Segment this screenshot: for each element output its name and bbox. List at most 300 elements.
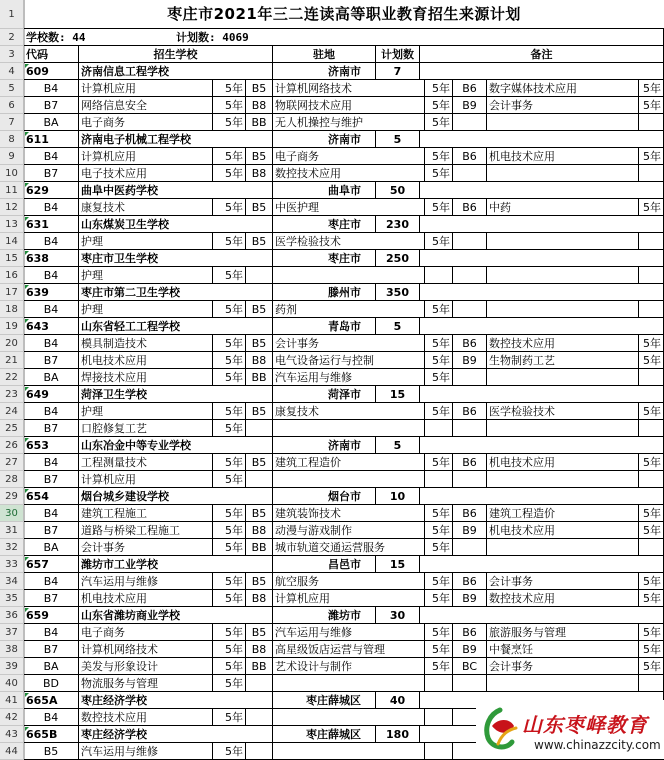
major-code-cell[interactable] — [453, 369, 487, 386]
row-number[interactable]: 14 — [0, 233, 24, 250]
major-code-cell[interactable]: B6 — [453, 403, 487, 420]
major-name-cell[interactable]: 建筑工程造价 — [273, 454, 425, 471]
major-code-cell[interactable]: B5 — [246, 573, 273, 590]
major-code-cell[interactable]: B7 — [24, 352, 79, 369]
major-duration-cell[interactable]: 5年 — [425, 233, 453, 250]
row-number[interactable]: 42 — [0, 709, 24, 726]
major-name-cell[interactable] — [487, 301, 639, 318]
major-duration-cell[interactable]: 5年 — [213, 267, 246, 284]
remark-cell[interactable] — [420, 182, 664, 199]
major-code-cell[interactable]: BB — [246, 114, 273, 131]
school-name-cell[interactable]: 山东省轻工工程学校 — [79, 318, 273, 335]
major-name-cell[interactable]: 计算机应用 — [79, 148, 213, 165]
major-duration-cell[interactable]: 5年 — [425, 522, 453, 539]
major-name-cell[interactable]: 护理 — [79, 267, 213, 284]
major-code-cell[interactable]: B5 — [246, 505, 273, 522]
school-location-cell[interactable]: 曲阜市 — [273, 182, 376, 199]
major-name-cell[interactable]: 电子商务 — [79, 114, 213, 131]
major-code-cell[interactable]: BA — [24, 369, 79, 386]
major-name-cell[interactable]: 机电技术应用 — [79, 590, 213, 607]
major-code-cell[interactable]: B5 — [246, 454, 273, 471]
major-name-cell[interactable]: 汽车运用与维修 — [79, 573, 213, 590]
remark-cell[interactable] — [420, 488, 664, 505]
major-code-cell[interactable]: B5 — [246, 335, 273, 352]
major-duration-cell[interactable]: 5年 — [639, 522, 664, 539]
major-code-cell[interactable]: B6 — [453, 505, 487, 522]
major-duration-cell[interactable]: 5年 — [213, 352, 246, 369]
major-name-cell[interactable]: 护理 — [79, 403, 213, 420]
header-school[interactable]: 招生学校 — [79, 46, 273, 63]
school-location-cell[interactable]: 济南市 — [273, 437, 376, 454]
major-code-cell[interactable] — [453, 675, 487, 692]
school-code-cell[interactable]: 643 — [24, 318, 79, 335]
major-name-cell[interactable]: 高星级饭店运营与管理 — [273, 641, 425, 658]
major-name-cell[interactable]: 计算机网络技术 — [273, 80, 425, 97]
major-name-cell[interactable]: 城市轨道交通运营服务 — [273, 539, 425, 556]
major-duration-cell[interactable] — [639, 369, 664, 386]
major-code-cell[interactable] — [246, 420, 273, 437]
remark-cell[interactable] — [420, 284, 664, 301]
major-duration-cell[interactable]: 5年 — [213, 80, 246, 97]
major-name-cell[interactable]: 中餐烹饪 — [487, 641, 639, 658]
major-duration-cell[interactable]: 5年 — [213, 624, 246, 641]
major-code-cell[interactable]: B5 — [246, 80, 273, 97]
school-name-cell[interactable]: 山东煤炭卫生学校 — [79, 216, 273, 233]
major-name-cell[interactable]: 机电技术应用 — [79, 352, 213, 369]
major-code-cell[interactable]: BA — [24, 539, 79, 556]
major-name-cell[interactable]: 艺术设计与制作 — [273, 658, 425, 675]
school-name-cell[interactable]: 烟台城乡建设学校 — [79, 488, 273, 505]
major-name-cell[interactable] — [487, 675, 639, 692]
row-number[interactable]: 32 — [0, 539, 24, 556]
row-number[interactable]: 43 — [0, 726, 24, 743]
row-number[interactable]: 30 — [0, 505, 24, 522]
header-location[interactable]: 驻地 — [273, 46, 376, 63]
major-duration-cell[interactable] — [639, 675, 664, 692]
major-code-cell[interactable]: B4 — [24, 199, 79, 216]
major-duration-cell[interactable]: 5年 — [425, 80, 453, 97]
major-code-cell[interactable]: BA — [24, 658, 79, 675]
major-duration-cell[interactable]: 5年 — [425, 352, 453, 369]
row-number[interactable]: 4 — [0, 63, 24, 80]
major-duration-cell[interactable]: 5年 — [213, 454, 246, 471]
major-duration-cell[interactable]: 5年 — [213, 233, 246, 250]
major-duration-cell[interactable] — [425, 675, 453, 692]
major-duration-cell[interactable]: 5年 — [639, 199, 664, 216]
major-code-cell[interactable]: B5 — [246, 199, 273, 216]
header-remark[interactable]: 备注 — [420, 46, 664, 63]
major-duration-cell[interactable] — [639, 420, 664, 437]
major-code-cell[interactable] — [246, 743, 273, 760]
major-code-cell[interactable] — [246, 675, 273, 692]
major-name-cell[interactable]: 口腔修复工艺 — [79, 420, 213, 437]
major-code-cell[interactable]: B4 — [24, 335, 79, 352]
school-code-cell[interactable]: 609 — [24, 63, 79, 80]
school-plan-cell[interactable]: 40 — [376, 692, 420, 709]
major-duration-cell[interactable]: 5年 — [425, 658, 453, 675]
major-name-cell[interactable]: 会计事务 — [487, 658, 639, 675]
row-number[interactable]: 24 — [0, 403, 24, 420]
major-duration-cell[interactable]: 5年 — [213, 301, 246, 318]
major-code-cell[interactable]: B7 — [24, 471, 79, 488]
major-duration-cell[interactable] — [639, 267, 664, 284]
major-code-cell[interactable] — [453, 233, 487, 250]
major-code-cell[interactable]: BB — [246, 658, 273, 675]
major-code-cell[interactable]: B4 — [24, 148, 79, 165]
school-name-cell[interactable]: 枣庄市第二卫生学校 — [79, 284, 273, 301]
major-code-cell[interactable]: B8 — [246, 641, 273, 658]
major-duration-cell[interactable] — [425, 267, 453, 284]
school-name-cell[interactable]: 枣庄市卫生学校 — [79, 250, 273, 267]
major-duration-cell[interactable] — [639, 165, 664, 182]
major-code-cell[interactable] — [453, 420, 487, 437]
major-code-cell[interactable]: B4 — [24, 505, 79, 522]
major-name-cell[interactable] — [273, 420, 425, 437]
school-location-cell[interactable]: 枣庄市 — [273, 216, 376, 233]
header-code[interactable]: 代码 — [24, 46, 79, 63]
major-name-cell[interactable]: 数控技术应用 — [487, 590, 639, 607]
row-number[interactable]: 17 — [0, 284, 24, 301]
major-duration-cell[interactable]: 5年 — [213, 97, 246, 114]
major-name-cell[interactable]: 机电技术应用 — [487, 148, 639, 165]
major-name-cell[interactable]: 数字媒体技术应用 — [487, 80, 639, 97]
row-number[interactable]: 35 — [0, 590, 24, 607]
row-number[interactable]: 25 — [0, 420, 24, 437]
major-name-cell[interactable]: 中药 — [487, 199, 639, 216]
school-name-cell[interactable]: 潍坊市工业学校 — [79, 556, 273, 573]
major-name-cell[interactable]: 康复技术 — [79, 199, 213, 216]
school-name-cell[interactable]: 枣庄经济学校 — [79, 726, 273, 743]
remark-cell[interactable] — [420, 556, 664, 573]
row-number[interactable]: 19 — [0, 318, 24, 335]
major-name-cell[interactable]: 药剂 — [273, 301, 425, 318]
major-duration-cell[interactable]: 5年 — [425, 114, 453, 131]
school-plan-cell[interactable]: 5 — [376, 318, 420, 335]
major-name-cell[interactable] — [487, 420, 639, 437]
major-duration-cell[interactable]: 5年 — [425, 369, 453, 386]
major-name-cell[interactable]: 汽车运用与维修 — [273, 624, 425, 641]
major-code-cell[interactable]: B4 — [24, 403, 79, 420]
school-plan-cell[interactable]: 50 — [376, 182, 420, 199]
major-name-cell[interactable]: 旅游服务与管理 — [487, 624, 639, 641]
row-number[interactable]: 39 — [0, 658, 24, 675]
major-code-cell[interactable]: B7 — [24, 97, 79, 114]
major-name-cell[interactable] — [273, 675, 425, 692]
major-duration-cell[interactable]: 5年 — [425, 590, 453, 607]
major-code-cell[interactable]: BC — [453, 658, 487, 675]
major-code-cell[interactable]: B9 — [453, 641, 487, 658]
major-name-cell[interactable]: 工程测量技术 — [79, 454, 213, 471]
major-duration-cell[interactable]: 5年 — [639, 403, 664, 420]
major-code-cell[interactable]: B7 — [24, 641, 79, 658]
major-name-cell[interactable] — [487, 539, 639, 556]
row-number[interactable]: 33 — [0, 556, 24, 573]
major-code-cell[interactable]: BD — [24, 675, 79, 692]
row-number[interactable]: 26 — [0, 437, 24, 454]
row-number[interactable]: 21 — [0, 352, 24, 369]
major-name-cell[interactable] — [487, 165, 639, 182]
major-name-cell[interactable]: 计算机应用 — [79, 80, 213, 97]
major-code-cell[interactable]: BB — [246, 539, 273, 556]
school-code-cell[interactable]: 639 — [24, 284, 79, 301]
major-duration-cell[interactable] — [639, 471, 664, 488]
major-duration-cell[interactable]: 5年 — [213, 335, 246, 352]
school-code-cell[interactable]: 629 — [24, 182, 79, 199]
school-location-cell[interactable]: 枣庄薛城区 — [273, 726, 376, 743]
major-code-cell[interactable]: B5 — [24, 743, 79, 760]
major-duration-cell[interactable]: 5年 — [213, 114, 246, 131]
school-location-cell[interactable]: 潍坊市 — [273, 607, 376, 624]
major-code-cell[interactable]: B6 — [453, 148, 487, 165]
major-name-cell[interactable]: 生物制药工艺 — [487, 352, 639, 369]
major-duration-cell[interactable]: 5年 — [639, 573, 664, 590]
row-number[interactable]: 44 — [0, 743, 24, 760]
row-number[interactable]: 1 — [0, 0, 24, 29]
major-code-cell[interactable]: B4 — [24, 267, 79, 284]
row-number[interactable]: 11 — [0, 182, 24, 199]
row-number[interactable]: 29 — [0, 488, 24, 505]
plan-count-cell[interactable]: 计划数: 4069 — [174, 29, 664, 46]
major-code-cell[interactable]: B5 — [246, 301, 273, 318]
major-name-cell[interactable]: 电气设备运行与控制 — [273, 352, 425, 369]
major-name-cell[interactable] — [273, 267, 425, 284]
major-name-cell[interactable]: 医学检验技术 — [273, 233, 425, 250]
row-number[interactable]: 31 — [0, 522, 24, 539]
major-name-cell[interactable]: 中医护理 — [273, 199, 425, 216]
major-duration-cell[interactable] — [639, 539, 664, 556]
remark-cell[interactable] — [420, 318, 664, 335]
major-duration-cell[interactable]: 5年 — [425, 335, 453, 352]
major-name-cell[interactable]: 会计事务 — [79, 539, 213, 556]
major-duration-cell[interactable]: 5年 — [639, 590, 664, 607]
remark-cell[interactable] — [420, 386, 664, 403]
major-duration-cell[interactable]: 5年 — [213, 641, 246, 658]
row-number[interactable]: 6 — [0, 97, 24, 114]
major-duration-cell[interactable] — [425, 709, 453, 726]
major-duration-cell[interactable]: 5年 — [425, 199, 453, 216]
major-name-cell[interactable] — [487, 267, 639, 284]
major-duration-cell[interactable]: 5年 — [213, 590, 246, 607]
major-code-cell[interactable]: B7 — [24, 522, 79, 539]
row-number[interactable]: 12 — [0, 199, 24, 216]
major-code-cell[interactable]: B6 — [453, 573, 487, 590]
sheet-title[interactable]: 枣庄市2021年三二连读高等职业教育招生来源计划 — [24, 0, 664, 29]
major-name-cell[interactable] — [487, 114, 639, 131]
major-code-cell[interactable] — [453, 114, 487, 131]
major-duration-cell[interactable]: 5年 — [639, 80, 664, 97]
school-code-cell[interactable]: 654 — [24, 488, 79, 505]
school-code-cell[interactable]: 665B — [24, 726, 79, 743]
major-duration-cell[interactable]: 5年 — [213, 420, 246, 437]
major-code-cell[interactable]: B4 — [24, 709, 79, 726]
row-number[interactable]: 28 — [0, 471, 24, 488]
major-duration-cell[interactable]: 5年 — [425, 165, 453, 182]
school-plan-cell[interactable]: 10 — [376, 488, 420, 505]
major-code-cell[interactable] — [246, 471, 273, 488]
major-name-cell[interactable]: 建筑工程造价 — [487, 505, 639, 522]
school-count-cell[interactable]: 学校数: 44 — [24, 29, 174, 46]
school-plan-cell[interactable]: 15 — [376, 556, 420, 573]
row-number[interactable]: 16 — [0, 267, 24, 284]
major-code-cell[interactable]: B4 — [24, 454, 79, 471]
major-name-cell[interactable] — [273, 709, 425, 726]
school-name-cell[interactable]: 济南信息工程学校 — [79, 63, 273, 80]
major-code-cell[interactable]: B8 — [246, 352, 273, 369]
school-location-cell[interactable]: 青岛市 — [273, 318, 376, 335]
major-duration-cell[interactable]: 5年 — [213, 522, 246, 539]
major-duration-cell[interactable]: 5年 — [213, 709, 246, 726]
major-duration-cell[interactable]: 5年 — [639, 624, 664, 641]
major-name-cell[interactable]: 电子商务 — [79, 624, 213, 641]
row-number[interactable]: 41 — [0, 692, 24, 709]
major-name-cell[interactable]: 会计事务 — [273, 335, 425, 352]
school-plan-cell[interactable]: 230 — [376, 216, 420, 233]
major-duration-cell[interactable]: 5年 — [425, 301, 453, 318]
major-duration-cell[interactable]: 5年 — [639, 641, 664, 658]
school-name-cell[interactable]: 枣庄经济学校 — [79, 692, 273, 709]
major-name-cell[interactable]: 焊接技术应用 — [79, 369, 213, 386]
major-name-cell[interactable]: 汽车运用与维修 — [79, 743, 213, 760]
major-code-cell[interactable]: B9 — [453, 522, 487, 539]
major-duration-cell[interactable] — [639, 114, 664, 131]
school-code-cell[interactable]: 649 — [24, 386, 79, 403]
major-code-cell[interactable]: B8 — [246, 522, 273, 539]
major-name-cell[interactable]: 机电技术应用 — [487, 454, 639, 471]
major-name-cell[interactable]: 会计事务 — [487, 97, 639, 114]
major-name-cell[interactable] — [487, 369, 639, 386]
major-code-cell[interactable] — [453, 301, 487, 318]
major-duration-cell[interactable]: 5年 — [425, 505, 453, 522]
row-number[interactable]: 7 — [0, 114, 24, 131]
major-name-cell[interactable]: 物联网技术应用 — [273, 97, 425, 114]
major-name-cell[interactable]: 数控技术应用 — [273, 165, 425, 182]
row-number[interactable]: 40 — [0, 675, 24, 692]
major-name-cell[interactable]: 模具制造技术 — [79, 335, 213, 352]
major-duration-cell[interactable] — [639, 233, 664, 250]
school-plan-cell[interactable]: 180 — [376, 726, 420, 743]
major-name-cell[interactable]: 会计事务 — [487, 573, 639, 590]
remark-cell[interactable] — [420, 63, 664, 80]
major-duration-cell[interactable]: 5年 — [213, 403, 246, 420]
major-duration-cell[interactable]: 5年 — [639, 658, 664, 675]
major-name-cell[interactable]: 护理 — [79, 233, 213, 250]
major-duration-cell[interactable] — [425, 471, 453, 488]
row-number[interactable]: 36 — [0, 607, 24, 624]
major-name-cell[interactable]: 数控技术应用 — [79, 709, 213, 726]
major-name-cell[interactable]: 道路与桥梁工程施工 — [79, 522, 213, 539]
major-name-cell[interactable]: 医学检验技术 — [487, 403, 639, 420]
major-code-cell[interactable]: B9 — [453, 97, 487, 114]
school-location-cell[interactable]: 济南市 — [273, 131, 376, 148]
school-name-cell[interactable]: 菏泽卫生学校 — [79, 386, 273, 403]
major-name-cell[interactable]: 护理 — [79, 301, 213, 318]
school-location-cell[interactable]: 枣庄薛城区 — [273, 692, 376, 709]
major-name-cell[interactable]: 计算机应用 — [273, 590, 425, 607]
major-duration-cell[interactable]: 5年 — [213, 505, 246, 522]
major-duration-cell[interactable]: 5年 — [639, 454, 664, 471]
major-name-cell[interactable]: 机电技术应用 — [487, 522, 639, 539]
major-duration-cell[interactable]: 5年 — [425, 539, 453, 556]
major-code-cell[interactable]: B8 — [246, 97, 273, 114]
major-name-cell[interactable] — [487, 233, 639, 250]
row-number[interactable]: 5 — [0, 80, 24, 97]
row-number[interactable]: 8 — [0, 131, 24, 148]
major-duration-cell[interactable]: 5年 — [425, 97, 453, 114]
major-code-cell[interactable] — [453, 539, 487, 556]
major-name-cell[interactable]: 计算机网络技术 — [79, 641, 213, 658]
major-name-cell[interactable]: 建筑装饰技术 — [273, 505, 425, 522]
major-code-cell[interactable]: B8 — [246, 165, 273, 182]
school-location-cell[interactable]: 昌邑市 — [273, 556, 376, 573]
major-name-cell[interactable]: 电子技术应用 — [79, 165, 213, 182]
row-number[interactable]: 2 — [0, 29, 24, 46]
row-number[interactable]: 18 — [0, 301, 24, 318]
major-code-cell[interactable]: B7 — [24, 590, 79, 607]
major-code-cell[interactable]: B4 — [24, 233, 79, 250]
row-number[interactable]: 38 — [0, 641, 24, 658]
major-name-cell[interactable]: 汽车运用与维修 — [273, 369, 425, 386]
major-code-cell[interactable]: B6 — [453, 335, 487, 352]
major-name-cell[interactable]: 无人机操控与维护 — [273, 114, 425, 131]
major-duration-cell[interactable]: 5年 — [213, 369, 246, 386]
row-number[interactable]: 20 — [0, 335, 24, 352]
school-location-cell[interactable]: 枣庄市 — [273, 250, 376, 267]
row-number[interactable]: 22 — [0, 369, 24, 386]
major-duration-cell[interactable]: 5年 — [425, 403, 453, 420]
school-plan-cell[interactable]: 350 — [376, 284, 420, 301]
major-name-cell[interactable]: 建筑工程施工 — [79, 505, 213, 522]
school-code-cell[interactable]: 638 — [24, 250, 79, 267]
school-name-cell[interactable]: 曲阜中医药学校 — [79, 182, 273, 199]
school-plan-cell[interactable]: 5 — [376, 437, 420, 454]
major-code-cell[interactable]: BB — [246, 369, 273, 386]
major-code-cell[interactable]: B8 — [246, 590, 273, 607]
major-duration-cell[interactable]: 5年 — [213, 675, 246, 692]
major-duration-cell[interactable]: 5年 — [425, 624, 453, 641]
row-number[interactable]: 9 — [0, 148, 24, 165]
school-plan-cell[interactable]: 5 — [376, 131, 420, 148]
major-duration-cell[interactable]: 5年 — [639, 505, 664, 522]
major-duration-cell[interactable] — [425, 420, 453, 437]
major-duration-cell[interactable]: 5年 — [639, 352, 664, 369]
school-code-cell[interactable]: 665A — [24, 692, 79, 709]
major-code-cell[interactable] — [453, 267, 487, 284]
major-code-cell[interactable]: B7 — [24, 165, 79, 182]
major-name-cell[interactable]: 动漫与游戏制作 — [273, 522, 425, 539]
school-code-cell[interactable]: 653 — [24, 437, 79, 454]
major-code-cell[interactable]: B6 — [453, 624, 487, 641]
major-duration-cell[interactable]: 5年 — [213, 148, 246, 165]
major-duration-cell[interactable]: 5年 — [213, 658, 246, 675]
major-duration-cell[interactable] — [639, 301, 664, 318]
row-number[interactable]: 15 — [0, 250, 24, 267]
major-duration-cell[interactable]: 5年 — [425, 641, 453, 658]
major-name-cell[interactable]: 网络信息安全 — [79, 97, 213, 114]
major-code-cell[interactable]: B9 — [453, 590, 487, 607]
major-duration-cell[interactable]: 5年 — [213, 471, 246, 488]
school-code-cell[interactable]: 631 — [24, 216, 79, 233]
major-name-cell[interactable] — [273, 743, 425, 760]
remark-cell[interactable] — [420, 131, 664, 148]
school-plan-cell[interactable]: 250 — [376, 250, 420, 267]
major-code-cell[interactable]: BA — [24, 114, 79, 131]
remark-cell[interactable] — [420, 250, 664, 267]
major-code-cell[interactable]: B5 — [246, 624, 273, 641]
major-duration-cell[interactable]: 5年 — [639, 335, 664, 352]
row-number[interactable]: 27 — [0, 454, 24, 471]
major-code-cell[interactable]: B5 — [246, 148, 273, 165]
major-code-cell[interactable]: B9 — [453, 352, 487, 369]
